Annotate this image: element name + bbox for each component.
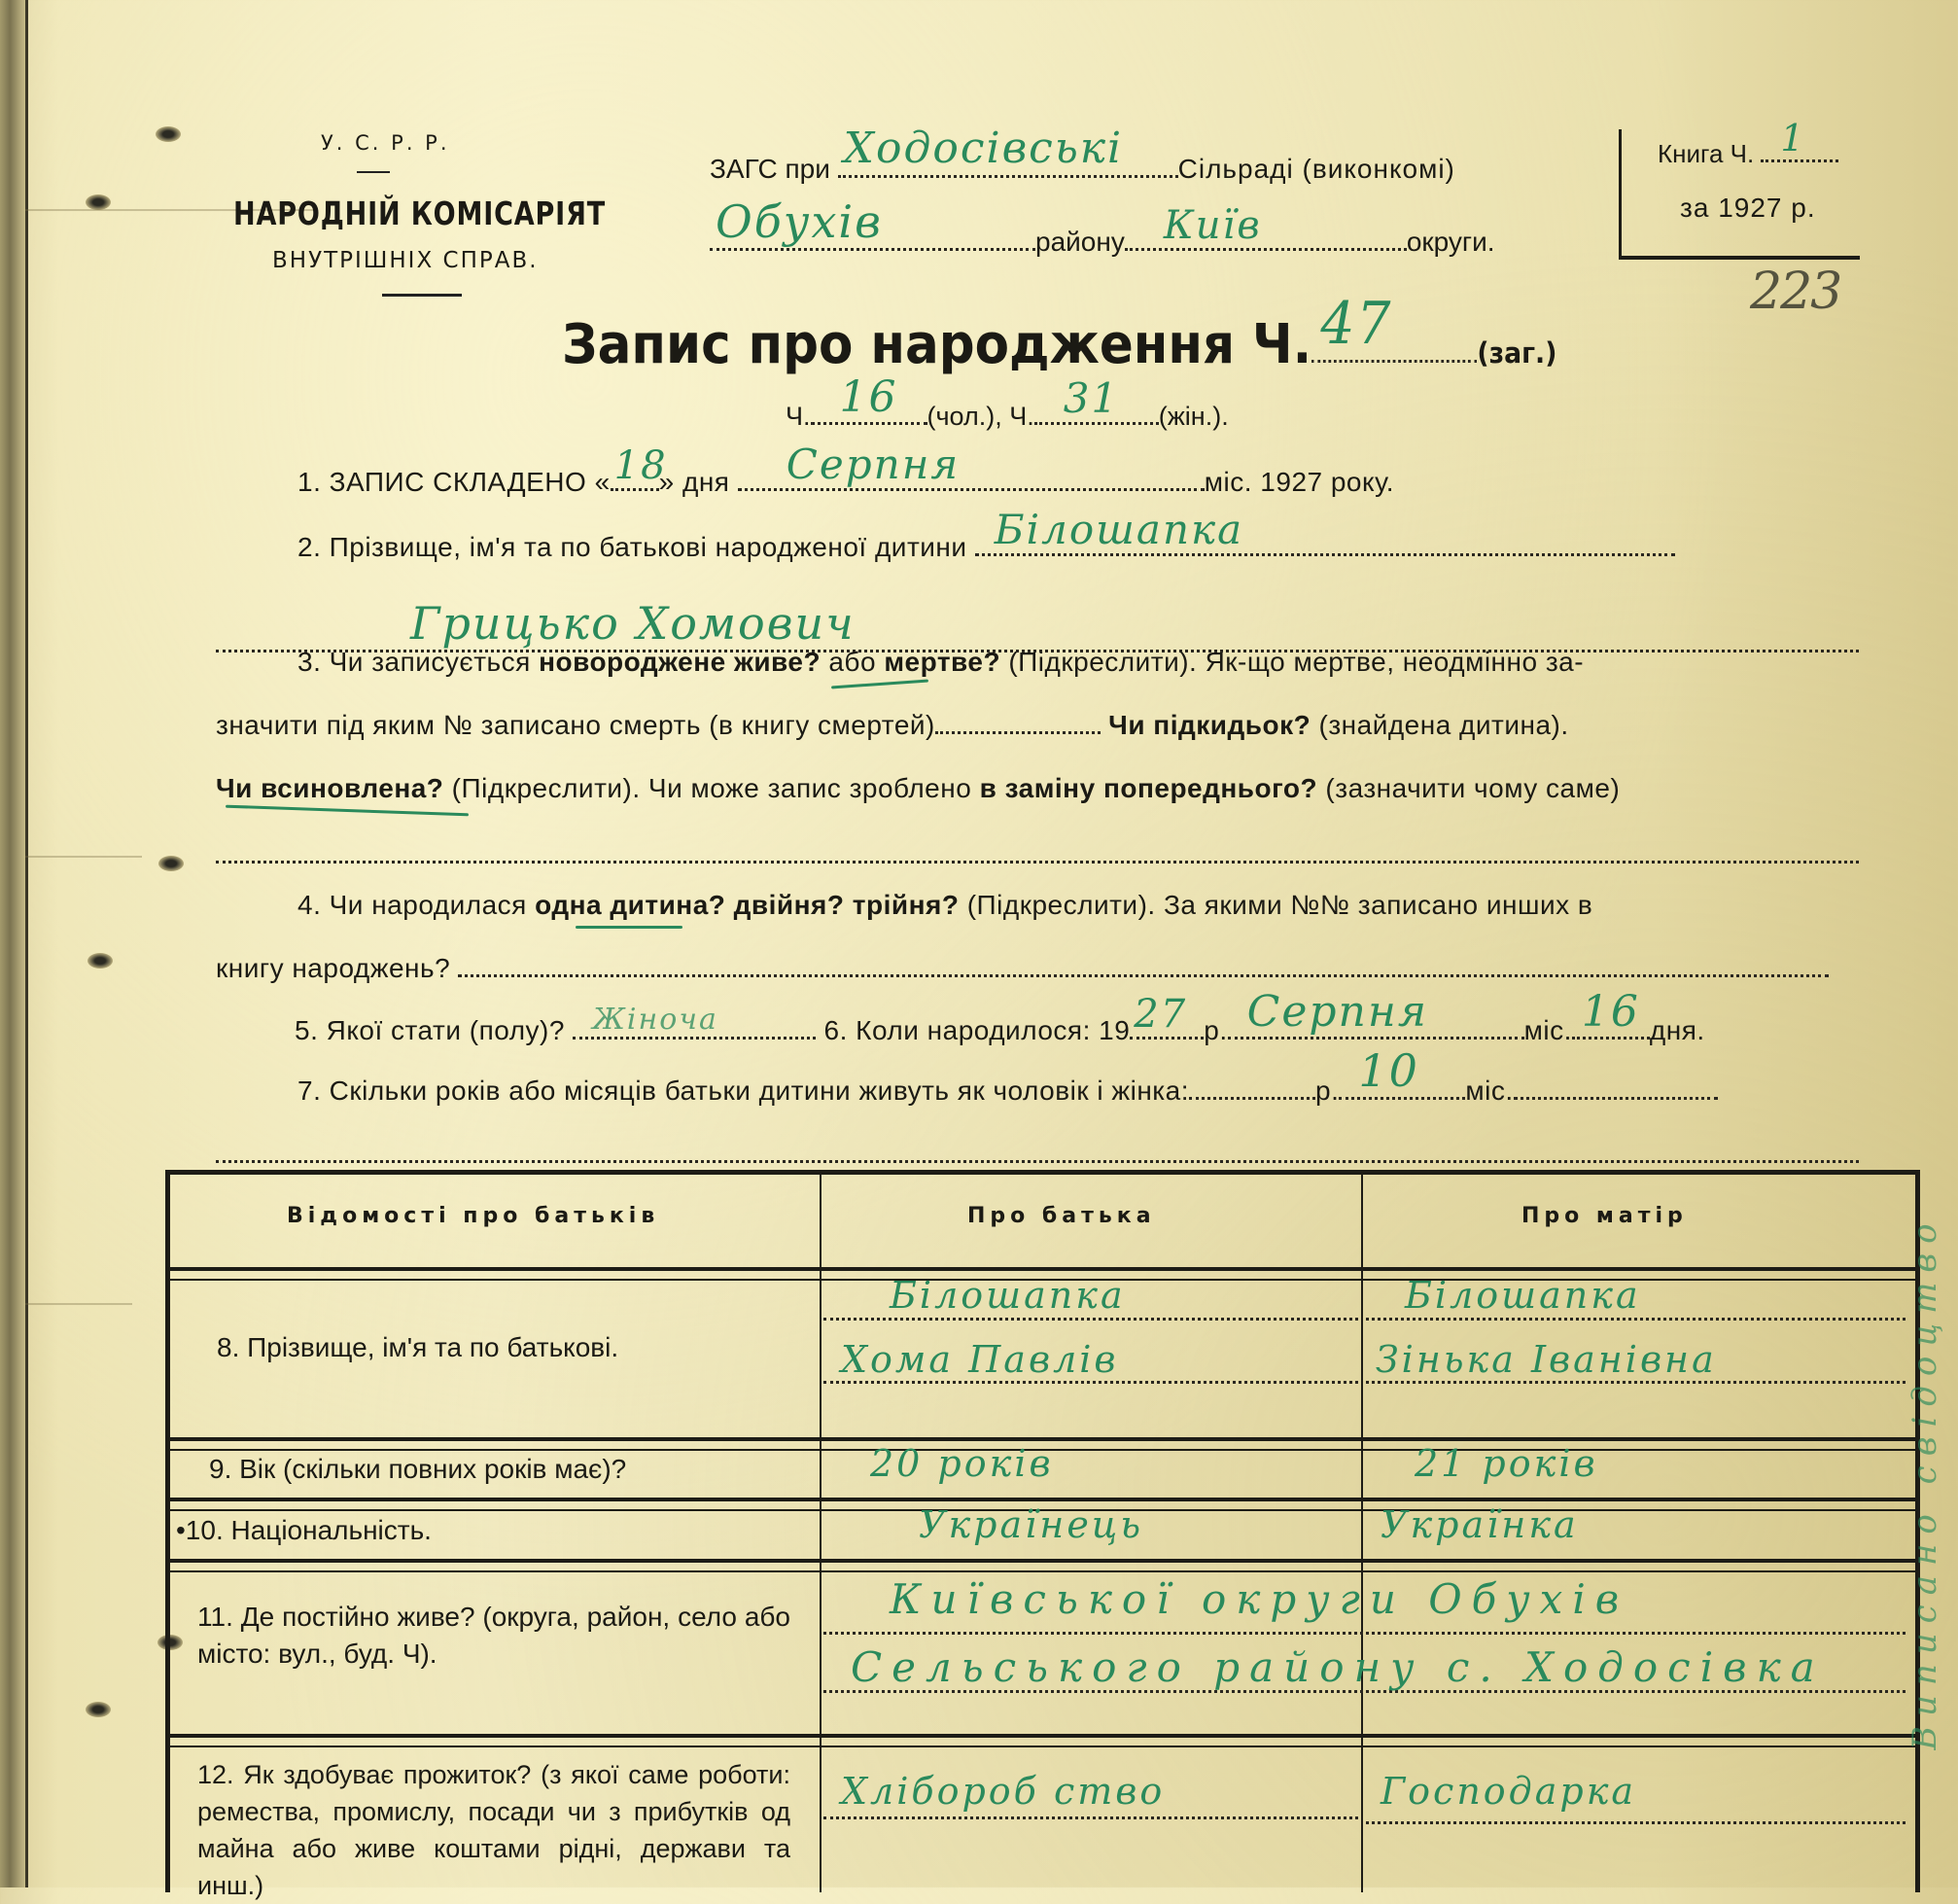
mother-given: Зінька Іванівна	[1376, 1338, 1717, 1381]
q3-foundling: Чи підкидьок?	[1108, 710, 1311, 740]
q1-month: Серпня	[786, 441, 961, 488]
book-number-field	[1761, 117, 1838, 162]
q3-option-dead: мертве?	[884, 647, 1001, 677]
ministry-heading: НАРОДНІЙ КОМІСАРІЯТ	[233, 194, 607, 232]
q6-day-suffix: дня.	[1649, 1015, 1705, 1045]
header-info: Відомості про батьків	[287, 1204, 660, 1228]
q7-marriage-duration	[297, 1044, 1718, 1107]
q4-options: одна дитина? двійня? трійня?	[535, 890, 960, 920]
q2-label: 2. Прізвище, ім'я та по батькові народженої дитини	[297, 532, 967, 562]
q1-suffix: міс. 1927 року.	[1204, 467, 1395, 497]
q1-day-field	[611, 443, 668, 491]
mother-given-line	[1366, 1381, 1906, 1384]
row-label-livelihood: 12. Як здобуває прожиток? (з якої саме роботи: ремества, промислу, посади чи з прибутків од майна або живе коштами рідні, держави та инш.)	[197, 1760, 790, 1900]
q2-child-name	[297, 506, 1675, 563]
q3-line3	[216, 773, 1620, 804]
q1-record-date	[297, 441, 1395, 498]
q3-reason-field	[216, 851, 1859, 864]
q3-text: значити під яким № записано смерть (в книгу смертей)	[216, 710, 935, 740]
female-number: 31	[1063, 374, 1120, 422]
q3-text: (Підкреслити). Як-що мертве, неодмінно за-	[1000, 647, 1585, 677]
male-number-field	[811, 372, 927, 425]
handwritten-underline	[576, 926, 682, 929]
title-suffix: (заг.)	[1477, 336, 1557, 370]
q6-day: 16	[1581, 987, 1640, 1037]
row-divider	[170, 1559, 1915, 1572]
title-text: Запис про народження Ч.	[562, 313, 1312, 376]
row-label-residence: 11. Де постійно живе? (округа, район, село або місто: вул., буд. Ч).	[197, 1602, 790, 1669]
row-label-nationality: •10. Національність.	[176, 1515, 432, 1545]
q2-surname-field	[975, 506, 1675, 556]
book-number: 1	[1780, 117, 1806, 159]
book-year: за 1927 р.	[1680, 193, 1816, 223]
republic-heading: У. С. Р. Р.	[321, 131, 450, 155]
father-nationality: Українець	[919, 1503, 1144, 1546]
q3-adopted: Чи всиновлена?	[216, 773, 444, 803]
record-number: 47	[1320, 290, 1393, 358]
male-number: 16	[839, 372, 898, 422]
q4-text: (Підкреслити). За якими №№ записано инших в	[959, 890, 1593, 920]
paper-crease	[25, 856, 142, 858]
q3-line1	[297, 647, 1584, 678]
q2-surname: Білошапка	[994, 506, 1244, 553]
q3-text: (Підкреслити). Чи може запис зроблено	[443, 773, 980, 803]
q5-sex: Жіноча	[592, 1003, 718, 1037]
residence-line-1	[823, 1632, 1906, 1635]
binding-edge	[0, 0, 28, 1887]
handwritten-underline	[831, 680, 928, 689]
mother-livelihood: Господарка	[1381, 1770, 1637, 1813]
okruha-field	[1125, 203, 1407, 251]
handwritten-underline	[226, 805, 469, 817]
mother-nationality: Українка	[1381, 1503, 1579, 1546]
q5-q6-line	[295, 987, 1705, 1046]
raion-field	[710, 195, 1035, 251]
q1-month-field	[738, 441, 1205, 491]
zags-field	[838, 123, 1178, 178]
row-label-name: 8. Прізвище, ім'я та по батькові.	[217, 1332, 619, 1362]
record-number-field	[1311, 290, 1477, 363]
header-mother: Про матір	[1521, 1204, 1688, 1228]
father-surname: Білошапка	[890, 1274, 1126, 1317]
q4-other-numbers-field	[458, 955, 1829, 977]
book-label: Книга Ч.	[1658, 139, 1755, 168]
father-surname-line	[823, 1318, 1358, 1321]
zags-prefix: ЗАГС при	[710, 154, 830, 184]
raion-line	[710, 195, 1495, 258]
subnumber-line	[786, 372, 1229, 432]
q4-text: книгу народжень?	[216, 953, 451, 983]
q6-year-suffix: р.	[1204, 1015, 1228, 1045]
q3-option-alive: новороджене живе?	[539, 647, 822, 677]
q4-line1	[297, 890, 1592, 921]
okruha-label: округи.	[1406, 227, 1495, 257]
zags-line	[710, 123, 1455, 185]
book-number-line	[1658, 117, 1838, 169]
q3-replacement: в заміну попереднього?	[979, 773, 1318, 803]
header-father: Про батька	[967, 1204, 1156, 1228]
q6-year-field	[1130, 992, 1204, 1040]
q7-years-field	[1189, 1074, 1315, 1100]
punch-hole	[86, 1702, 111, 1717]
column-divider	[1361, 1175, 1363, 1892]
okruha-value: Київ	[1163, 203, 1262, 248]
page-title	[562, 290, 1557, 376]
folio-number: 223	[1750, 263, 1841, 321]
q3-line2	[216, 710, 1569, 741]
zags-value: Ходосівські	[843, 123, 1124, 173]
q4-line2	[216, 953, 1829, 984]
paper-crease	[25, 1303, 132, 1305]
raion-label: району	[1035, 227, 1125, 257]
punch-hole	[158, 856, 184, 871]
residence-line1-text: Київської округи Обухів	[890, 1575, 1629, 1623]
q6-month-field	[1228, 987, 1524, 1040]
q7-months-field	[1339, 1044, 1465, 1100]
q3-text: (знайдена дитина).	[1311, 710, 1569, 740]
q6-year: 27	[1134, 992, 1188, 1037]
father-given-line	[823, 1381, 1358, 1384]
punch-hole	[87, 953, 113, 969]
divider	[357, 171, 390, 173]
q6-day-field	[1572, 987, 1650, 1040]
q7-tail-field	[1514, 1074, 1718, 1100]
q4-text: 4. Чи народилася	[297, 890, 536, 920]
q2-given: Грицько Хомович	[410, 597, 856, 650]
father-age: 20 років	[870, 1442, 1054, 1485]
parents-table	[165, 1170, 1920, 1900]
mother-surname: Білошапка	[1405, 1274, 1641, 1317]
q7-years-suffix: р.	[1315, 1075, 1340, 1106]
column-divider	[820, 1175, 822, 1892]
q6-label: 6. Коли народилося: 19	[823, 1015, 1131, 1045]
q5-sex-field	[573, 1003, 816, 1040]
punch-hole	[156, 126, 181, 142]
female-number-field	[1034, 374, 1159, 425]
margin-annotation: Виписано свідоцтво	[1906, 1214, 1944, 1750]
ministry-subheading: ВНУТРІШНІХ СПРАВ.	[272, 248, 539, 273]
mother-age: 21 років	[1415, 1442, 1598, 1485]
q6-month-suffix: міс.	[1523, 1015, 1572, 1045]
residence-line2-text: Сельського району с. Ходосівка	[851, 1643, 1825, 1691]
q3-death-number-field	[935, 710, 1101, 734]
father-given: Хома Павлів	[841, 1338, 1119, 1381]
female-suffix: (жін.).	[1158, 402, 1229, 431]
q1-prefix: 1. ЗАПИС СКЛАДЕНО «	[297, 467, 611, 497]
male-suffix: (чол.),	[927, 402, 1002, 431]
male-prefix: Ч.	[786, 402, 811, 431]
row-label-age: 9. Вік (скільки повних років має)?	[209, 1454, 627, 1484]
q7-label: 7. Скільки років або місяців батьки дитини живуть як чоловік і жінка:	[297, 1075, 1189, 1106]
q3-text: або	[821, 647, 885, 677]
q3-text: 3. Чи записується	[297, 647, 540, 677]
female-prefix: Ч.	[1009, 402, 1034, 431]
q3-text: (зазначити чому саме)	[1317, 773, 1621, 803]
q7-months: 10	[1358, 1044, 1419, 1097]
q6-month: Серпня	[1246, 987, 1428, 1037]
row-divider	[170, 1734, 1915, 1747]
divider	[382, 294, 462, 297]
q5-label: 5. Якої стати (полу)?	[295, 1015, 565, 1045]
father-livelihood-line	[823, 1816, 1358, 1819]
mother-livelihood-line	[1366, 1821, 1906, 1824]
punch-hole	[86, 194, 111, 210]
q7-extra-field	[216, 1150, 1859, 1163]
mother-surname-line	[1366, 1318, 1906, 1321]
q1-day: 18	[613, 443, 668, 488]
raion-value: Обухів	[716, 195, 883, 248]
zags-suffix: Сільраді (виконкомі)	[1177, 154, 1455, 184]
q7-months-suffix: міс.	[1465, 1075, 1514, 1106]
q1-mid: » дня	[658, 467, 730, 497]
father-livelihood: Хлібороб ство	[841, 1770, 1166, 1813]
